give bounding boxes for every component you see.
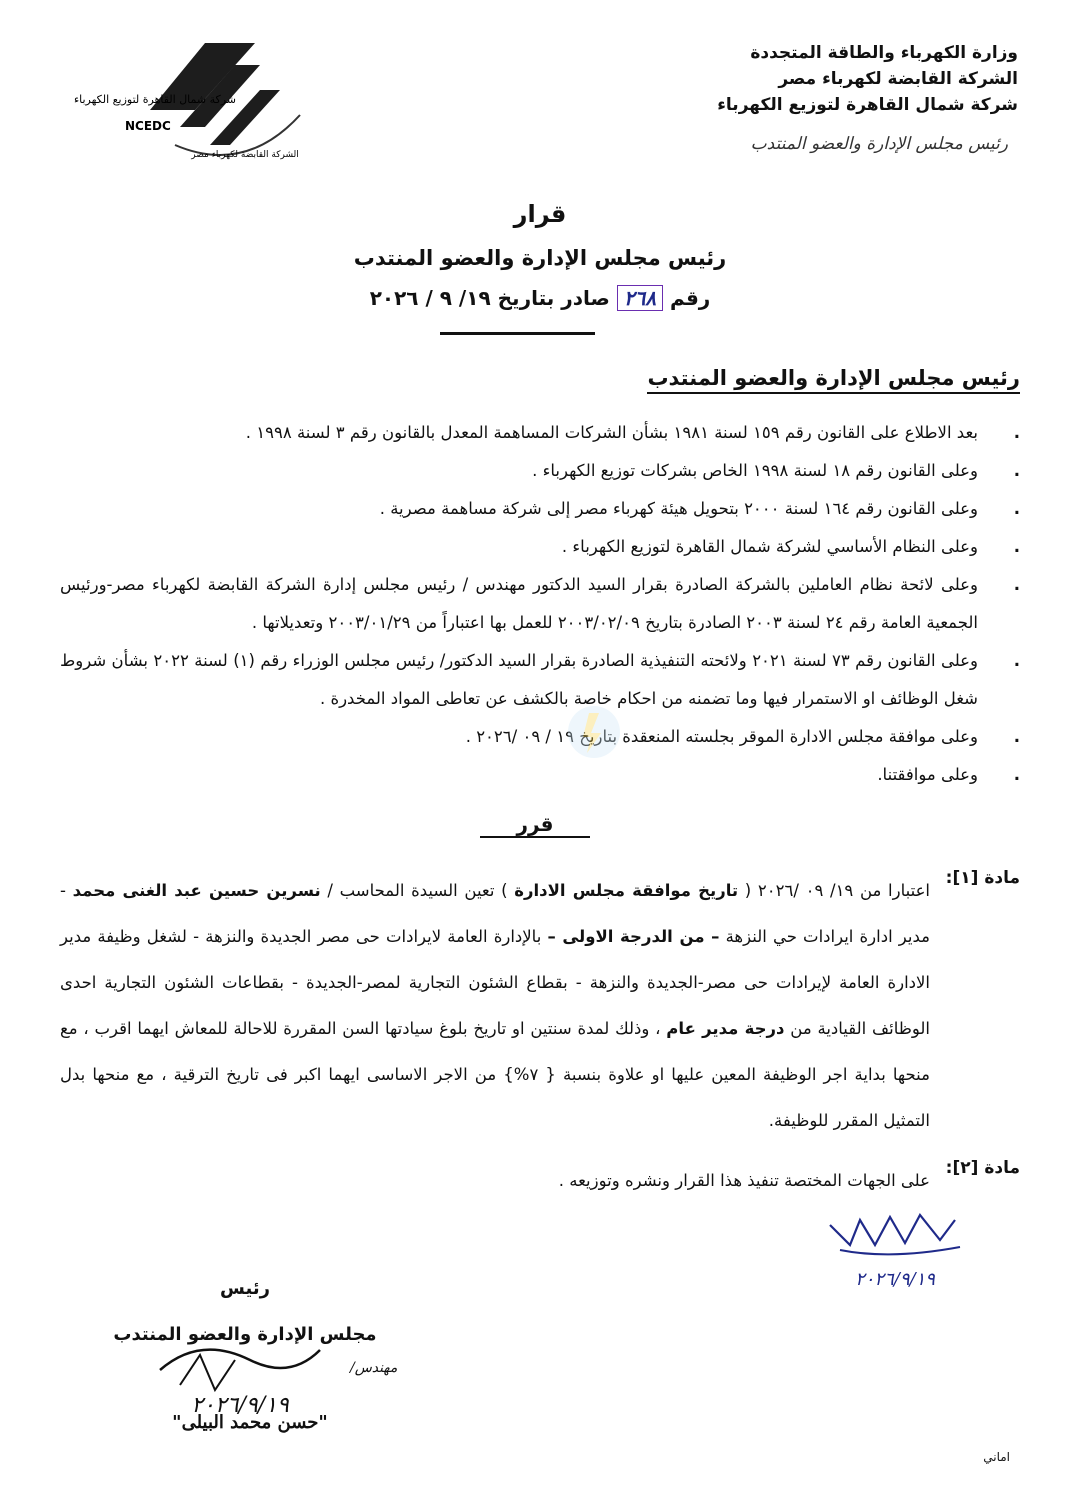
ministry-name: وزارة الكهرباء والطاقة المتجددة bbox=[750, 43, 1018, 63]
watermark-icon bbox=[565, 703, 623, 761]
recital-item: . وعلى القانون رقم ٧٣ لسنة ٢٠٢١ ولائحته التنفيذية الصادرة بقرار السيد الدكتور/ رئيس مجلس الوزراء رقم (١) لسنة ٢٠٢٢ بشأن شروط شغل الوظائف او الاستمرار فيها وما تضمنه من احكام خاصة بالكشف عن تعاطى المواد المخدرة . bbox=[60, 651, 1020, 708]
title-number-date: رقم ٢٦٨ صادر بتاريخ ١٩/ ٩ / ٢٠٢٦ bbox=[369, 286, 711, 310]
article-2 bbox=[60, 1158, 1020, 1204]
title-issuer: رئيس مجلس الإدارة والعضو المنتدب bbox=[353, 246, 727, 270]
recital-item: . بعد الاطلاع على القانون رقم ١٥٩ لسنة ١٩٨١ بشأن الشركات المساهمة المعدل بالقانون رقم ٣ لسنة ١٩٩٨ . bbox=[245, 423, 1020, 442]
article-2-body: على الجهات المختصة تنفيذ هذا القرار ونشره وتوزيعه . bbox=[558, 1171, 930, 1190]
title-decision-word: قرار bbox=[513, 200, 567, 228]
chairman-signature bbox=[140, 1330, 340, 1420]
article-2-label: مادة [٢]: bbox=[945, 1158, 1020, 1178]
appointee-name: نسرين حسين عبد الغنى محمد bbox=[72, 881, 321, 900]
decision-date: ١٩/ ٩ / ٢٠٢٦ bbox=[369, 286, 491, 310]
decision-number: ٢٦٨ bbox=[617, 285, 663, 311]
signature-date: ٢٠٢٦/٩/١٩ bbox=[191, 1393, 289, 1418]
logo-abbr: NCEDC bbox=[125, 119, 171, 133]
article-1-body: اعتبارا من ١٩/ ٠٩ /٢٠٢٦ ( تاريخ موافقة مجلس الادارة ) تعين السيدة المحاسب / نسرين حسين عبد الغنى محمد - مدير ادارة ايرادات حي النزهة – من الدرجة الاولى – بالإدارة العامة لايرادات حى مصر الجديدة والنزهة - لشغل وظيفة مدير الادارة العامة لإيرادات حى مصر-الجديدة والنزهة - بقطاع الشئون التجارية لمصر-الجديدة - بقطاعات الشئون التجارية احدى الوظائف القيادية من درجة مدير عام ، وذلك لمدة سنتين او تاريخ بلوغ سيادتها السن المقررة للاحالة للمعاش ايهما اقرب ، مع منحها بداية اجر الوظيفة المعين عليها او علاوة بنسبة { ٧%} من الاجر الاساسى ايهما اكبر فى تاريخ الترقية ، مع منحها بدل التمثيل المقرر للوظيفة. bbox=[60, 881, 930, 1130]
company-name: شركة شمال القاهرة لتوزيع الكهرباء bbox=[717, 95, 1018, 115]
title-underline bbox=[440, 332, 595, 335]
recital-item: . وعلى النظام الأساسي لشركة شمال القاهرة لتوزيع الكهرباء . bbox=[561, 537, 1020, 556]
initials-date: ٢٠٢٦/٩/١٩ bbox=[855, 1269, 935, 1290]
footer-note: اماني bbox=[983, 1450, 1010, 1464]
decision-title bbox=[300, 200, 780, 310]
logo-ring-text: الشركة القابضة لكهرباء مصر bbox=[191, 150, 299, 160]
logo-arabic-name: شركة شمال القاهرة لتوزيع الكهرباء bbox=[73, 93, 237, 106]
recital-item: . وعلى القانون رقم ١٦٤ لسنة ٢٠٠٠ بتحويل هيئة كهرباء مصر إلى شركة مساهمة مصرية . bbox=[379, 499, 1020, 518]
letterhead bbox=[598, 40, 1018, 118]
section-heading: رئيس مجلس الإدارة والعضو المنتدب bbox=[647, 366, 1020, 394]
holding-company-name: الشركة القابضة لكهرباء مصر bbox=[778, 69, 1018, 89]
handwritten-header-note: رئيس مجلس الإدارة والعضو المنتدب bbox=[750, 134, 1008, 154]
recitals-list bbox=[60, 414, 1020, 794]
recital-item: . وعلى موافقة مجلس الادارة الموقر بجلسته المنعقدة بتاريخ ١٩ / ٠٩ /٢٠٢٦ . bbox=[465, 727, 1020, 746]
signature-title: رئيس مجلس الإدارة والعضو المنتدب bbox=[113, 1278, 377, 1345]
initials-signature bbox=[820, 1205, 970, 1300]
decision-heading: قرر bbox=[480, 812, 590, 838]
article-1-label: مادة [١]: bbox=[945, 868, 1020, 888]
recital-item: . وعلى القانون رقم ١٨ لسنة ١٩٩٨ الخاص بشركات توزيع الكهرباء . bbox=[532, 461, 1020, 480]
recital-item: . وعلى موافقتنا. bbox=[877, 765, 1020, 784]
signatory-name: "حسن محمد البيلى" bbox=[172, 1412, 328, 1433]
engineer-prefix: مهندس/ bbox=[350, 1360, 398, 1376]
recital-item: . وعلى لائحة نظام العاملين بالشركة الصادرة بقرار السيد الدكتور مهندس / رئيس مجلس إدارة الشركة القابضة لكهرباء مصر-ورئيس الجمعية العامة رقم ٢٤ لسنة ٢٠٠٣ الصادرة بتاريخ ٢٠٠٣/٠٢/٠٩ للعمل بها اعتباراً من ٢٠٠٣/٠١/٢٩ وتعديلاتها . bbox=[60, 575, 1020, 632]
article-1 bbox=[60, 868, 1020, 1144]
company-logo bbox=[55, 35, 325, 165]
